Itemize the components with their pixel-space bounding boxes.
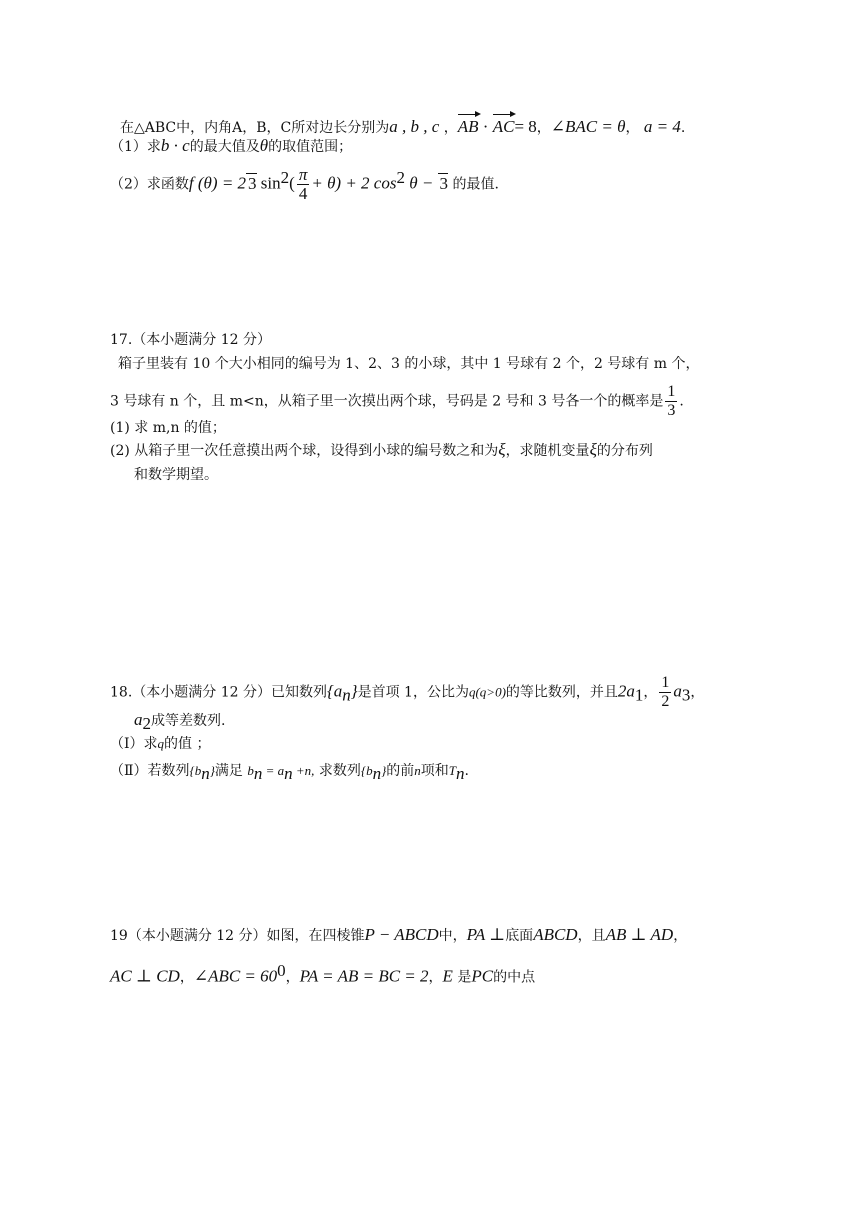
problem-17-line-2: 3 号球有 n 个，且 m<n，从箱子里一次摸出两个球，号码是 2 号和 3 号各一个的概率是 $\frac{1}{3}$ . [110, 383, 684, 419]
problem-18-question-1: （Ⅰ）求q的值 ； [110, 736, 211, 752]
problem-19-line-1: 19（本小题满分 12 分）如图，在四棱锥P − ABCD中，PA ⊥底面ABCD，且AB ⊥ AD， [110, 925, 688, 944]
problem-16-question-2: （2）求函数f (θ) = 2 3 $\sin^2$( $\frac{\pi}{4}$ + θ) + 2 $\cos^2 \theta - 3$ 的最值. [110, 165, 499, 203]
vector-ab: AB [458, 112, 479, 136]
problem-18-line-2: $a_2$成等差数列. [134, 710, 226, 733]
problem-17-question-2-cont: 和数学期望。 [134, 467, 218, 483]
problem-17-line-1: 箱子里装有 10 个大小相同的编号为 1、2、3 的小球，其中 1 号球有 2 个，2 号球有 m 个， [118, 356, 700, 372]
fraction-one-half: $\frac{1}{2}$ [661, 674, 670, 710]
fraction-pi-over-4: $\frac{\pi}{4}$ [298, 165, 308, 203]
vector-ac: AC [493, 112, 515, 136]
problem-16-question-1: （1）求b · c的最大值及θ的取值范围； [110, 136, 353, 155]
problem-17-question-2: (2) 从箱子里一次任意摸出两个球，设得到小球的编号数之和为ξ，求随机变量ξ的分布列 [110, 440, 653, 459]
problem-18-question-2: （Ⅱ）若数列$\{b_n\}$满足 $b_n = a_n +n$, 求数列$\{b_n\}$的前n项和$T_n$. [110, 763, 469, 783]
problem-18-line-1: 18.（本小题满分 12 分）已知数列$\{a_n\}$是首项 1，公比为q(q>0)的等比数列，并且$2a_1$， $\frac{1}{2}$ $a_3$， [110, 674, 705, 710]
problem-17-question-1: (1) 求 m,n 的值； [110, 420, 226, 436]
problem-19-line-2: AC ⊥ CD，∠ABC = $60^0$，PA = AB = BC = 2，E 是PC的中点 [110, 961, 536, 986]
problem-16-line-1: 在△ABC中，内角A，B，C所对边长分别为a , b , c ，AB · AC= 8，∠BAC = θ， a = 4. [120, 112, 685, 137]
problem-17-title: 17.（本小题满分 12 分） [110, 332, 271, 348]
fraction-one-third: $\frac{1}{3}$ [667, 383, 676, 419]
